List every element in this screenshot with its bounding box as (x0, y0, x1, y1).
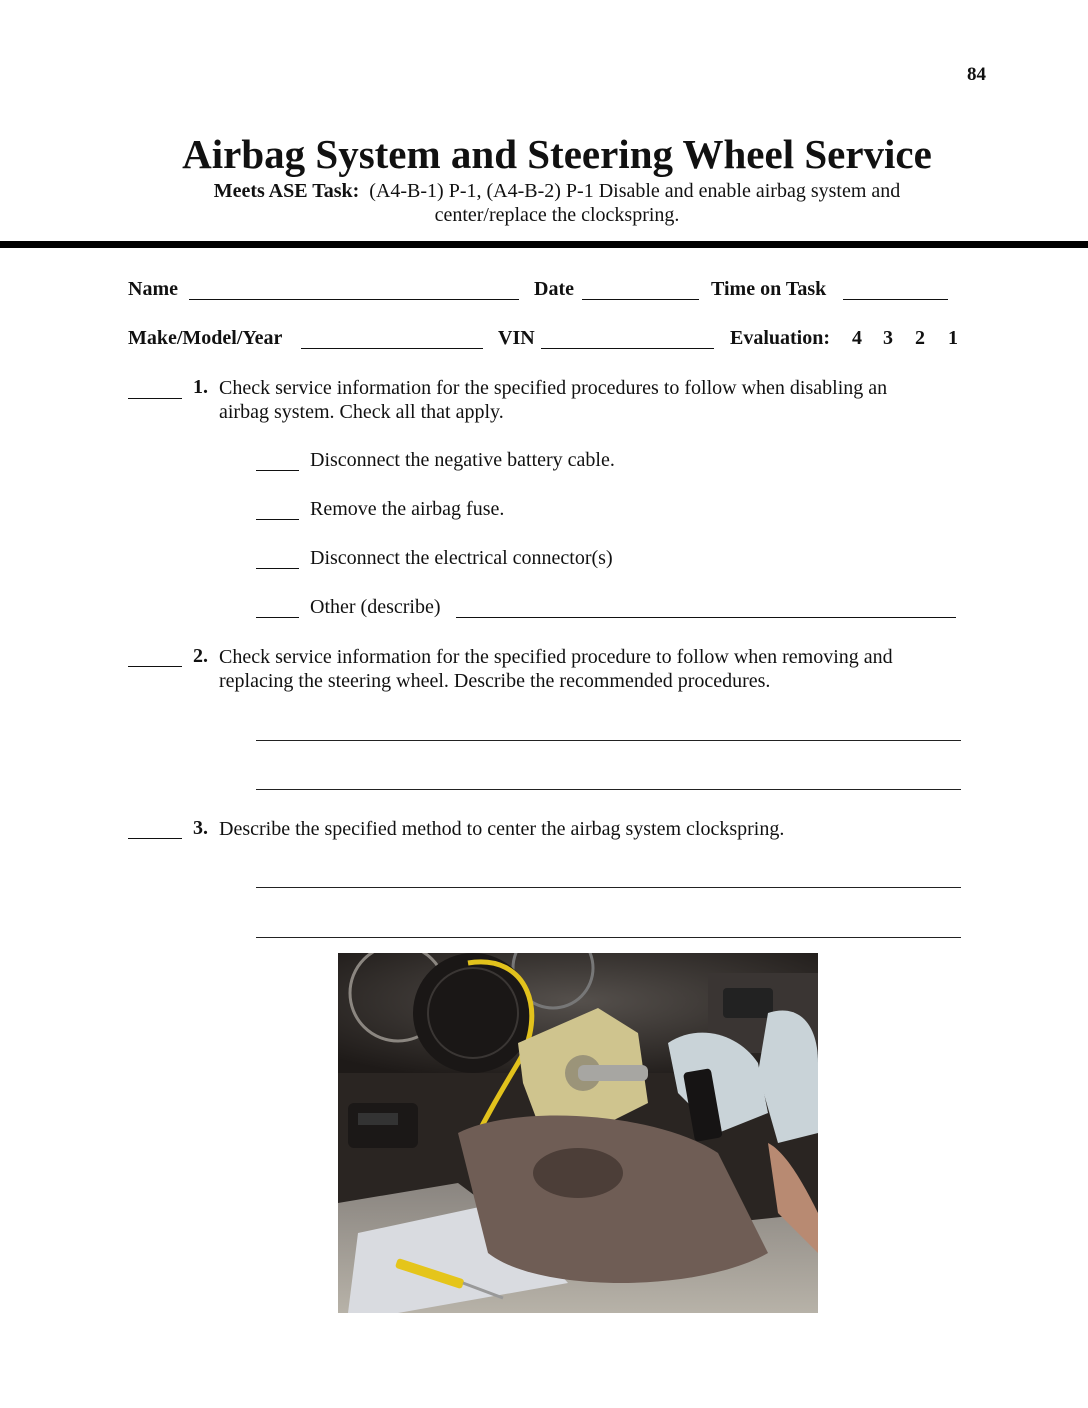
evaluation-score-4[interactable]: 4 (852, 327, 862, 349)
vin-label: VIN (498, 327, 535, 349)
ase-task-line-2: center/replace the clockspring. (434, 204, 680, 226)
question-3-text: Describe the specified method to center the airbag system clockspring. (219, 818, 785, 840)
option-connector-check[interactable] (256, 568, 299, 569)
name-label: Name (128, 278, 178, 300)
question-3-number: 3. (193, 817, 208, 839)
vin-field[interactable] (541, 347, 714, 349)
option-connector-text: Disconnect the electrical connector(s) (310, 547, 613, 569)
question-2-line-1: Check service information for the specified procedure to follow when removing and (219, 646, 893, 668)
question-2-answer-line-1[interactable] (256, 740, 961, 741)
time-on-task-field[interactable] (843, 298, 948, 300)
option-other-describe-field[interactable] (456, 616, 956, 618)
question-2-text (219, 645, 959, 693)
name-field[interactable] (189, 298, 519, 300)
option-battery-text: Disconnect the negative battery cable. (310, 449, 615, 471)
question-2-check-blank[interactable] (128, 666, 182, 667)
evaluation-score-1[interactable]: 1 (948, 327, 958, 349)
question-2-answer-line-2[interactable] (256, 789, 961, 790)
time-on-task-label: Time on Task (711, 278, 827, 300)
question-1-text (219, 376, 959, 424)
question-1-line-1: Check service information for the specified procedures to follow when disabling an (219, 377, 888, 399)
option-battery-check[interactable] (256, 470, 299, 471)
option-fuse-check[interactable] (256, 519, 299, 520)
ase-task-text: (A4-B-1) P-1, (A4-B-2) P-1 Disable and enable airbag system and (369, 180, 901, 202)
date-label: Date (534, 278, 574, 300)
question-2-line-2: replacing the steering wheel. Describe the recommended procedures. (219, 670, 771, 692)
make-model-year-field[interactable] (301, 347, 483, 349)
question-3-answer-line-1[interactable] (256, 887, 961, 888)
page-title: Airbag System and Steering Wheel Service (182, 131, 932, 177)
option-fuse-text: Remove the airbag fuse. (310, 498, 505, 520)
header-divider (0, 241, 1088, 248)
date-field[interactable] (582, 298, 699, 300)
ase-task-label: Meets ASE Task: (213, 180, 360, 202)
ase-task-line (0, 180, 1088, 203)
make-model-year-label: Make/Model/Year (128, 327, 283, 349)
steering-column-photo (338, 953, 818, 1313)
page-number: 84 (967, 64, 986, 85)
question-1-number: 1. (193, 376, 208, 398)
question-3-answer-line-2[interactable] (256, 937, 961, 938)
option-other-text: Other (describe) (310, 596, 441, 618)
option-other-check[interactable] (256, 617, 299, 618)
steering-column-illustration (338, 953, 818, 1313)
question-2-number: 2. (193, 645, 208, 667)
question-3-check-blank[interactable] (128, 838, 182, 839)
evaluation-score-2[interactable]: 2 (915, 327, 925, 349)
question-1-line-2: airbag system. Check all that apply. (219, 401, 504, 423)
evaluation-label: Evaluation: (730, 327, 831, 349)
evaluation-score-3[interactable]: 3 (883, 327, 893, 349)
question-1-check-blank[interactable] (128, 398, 182, 399)
